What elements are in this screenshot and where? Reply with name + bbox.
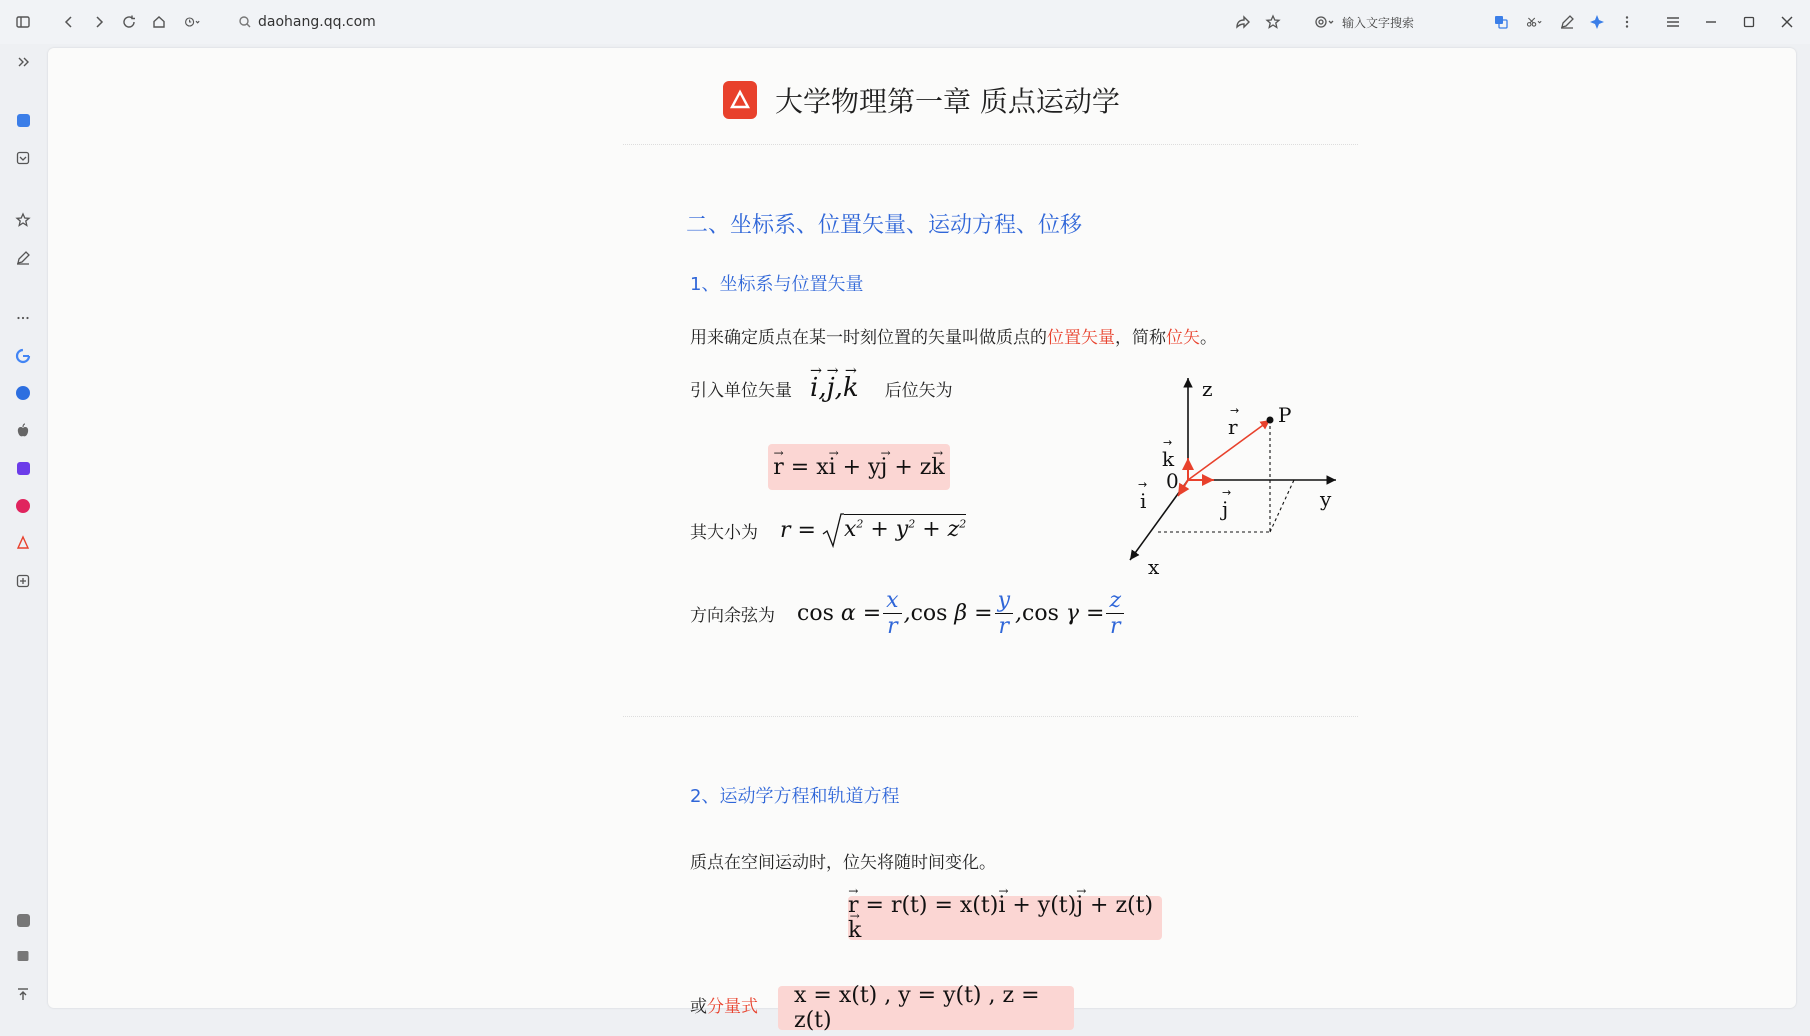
coordinate-diagram [1068, 370, 1348, 580]
url-text: daohang.qq.com [258, 14, 376, 30]
point-p [1267, 417, 1274, 424]
axis-z-label: z [1202, 377, 1213, 401]
axis-y-label: y [1320, 487, 1332, 511]
vector-arrow-icon: → [1163, 436, 1173, 449]
acrobat-logo-icon [723, 81, 757, 119]
magnitude-line [690, 512, 966, 548]
vector-arrow-icon: → [1138, 478, 1148, 491]
origin-label: 0 [1166, 469, 1179, 493]
after-label: 后位矢为 [884, 380, 953, 401]
inbox-icon[interactable] [11, 146, 35, 170]
forward-icon[interactable] [84, 7, 114, 37]
component-term: 分量式 [707, 997, 758, 1017]
vector-arrow-icon: → [1222, 486, 1232, 499]
x-axis [1130, 480, 1188, 560]
left-sidebar [0, 44, 46, 1020]
address-bar[interactable] [230, 7, 1150, 37]
component-line [690, 983, 1074, 1036]
divider [623, 144, 1358, 145]
scissors-icon[interactable] [1516, 7, 1552, 37]
calendar-icon[interactable] [11, 944, 35, 968]
history-icon[interactable] [174, 7, 210, 37]
screenshot-icon[interactable] [11, 908, 35, 932]
search-engine-box[interactable] [1308, 8, 1478, 36]
unit-vector-label: 引入单位矢量 [690, 380, 792, 401]
term-short-name: 位矢 [1166, 328, 1200, 348]
sidebar-toggle-icon[interactable] [8, 7, 38, 37]
close-icon[interactable] [1768, 0, 1806, 44]
magnitude-formula: r = $x^2 + y^2 + z^2$ [780, 512, 966, 548]
component-prefix: 或 [690, 997, 707, 1017]
red-dot-icon[interactable] [11, 494, 35, 518]
add-icon[interactable] [11, 569, 35, 593]
minimize-icon[interactable] [1692, 0, 1730, 44]
search-engine-icon[interactable] [1314, 15, 1336, 29]
subsection-title-2: 2、运动学方程和轨道方程 [690, 786, 900, 807]
component-formula: x = x(t) , y = y(t) , z = z(t) [778, 986, 1074, 1030]
motion-paragraph: 质点在空间运动时，位矢将随时间变化。 [690, 853, 996, 873]
vector-arrow-icon: → [1230, 404, 1240, 417]
r-vector-label: r [1228, 415, 1238, 439]
acrobat-icon[interactable] [11, 531, 35, 555]
subsection-title-1: 1、坐标系与位置矢量 [690, 274, 864, 295]
paragraph-text: 用来确定质点在某一时刻位置的矢量叫做质点的 [690, 328, 1047, 348]
apple-icon[interactable] [11, 419, 35, 443]
more-icon[interactable] [11, 306, 35, 330]
collapse-icon[interactable] [11, 50, 35, 74]
k-vector-label: k [1162, 447, 1175, 471]
i-unit-vector [1178, 480, 1188, 496]
translate-icon[interactable] [1486, 7, 1516, 37]
pen-icon[interactable] [11, 246, 35, 270]
direction-cosine-formula: cos α = $\frac{x}{r}$ , cos β = $\frac{y}{r}$ , cos γ = $\frac{z}{r}$ [797, 588, 1126, 640]
qq-icon[interactable] [11, 381, 35, 405]
search-placeholder: 输入文字搜索 [1342, 15, 1415, 30]
star-icon[interactable] [11, 208, 35, 232]
document-viewer[interactable] [48, 48, 1796, 1033]
section-title: 二、坐标系、位置矢量、运动方程、位移 [686, 213, 1083, 238]
pen-tool-icon[interactable] [1552, 7, 1582, 37]
i-vector-label: i [1140, 489, 1147, 513]
google-icon[interactable] [11, 344, 35, 368]
toolbar-right [1228, 0, 1810, 44]
document-title: 大学物理第一章 质点运动学 [775, 85, 1120, 118]
axis-x-label: x [1148, 555, 1160, 579]
document-header [723, 78, 1120, 122]
projection-line [1270, 480, 1294, 532]
term-position-vector: 位置矢量 [1047, 328, 1115, 348]
bookmark-star-icon[interactable] [1258, 7, 1288, 37]
ai-assistant-icon[interactable] [1582, 7, 1612, 37]
magnitude-label: 其大小为 [690, 522, 758, 543]
app-icon[interactable] [11, 456, 35, 480]
reload-icon[interactable] [114, 7, 144, 37]
direction-cosine-line [690, 588, 1126, 640]
motion-equation-formula: → r = r(t) = x(t)→ i + y(t)→ j + z(t)→ k [848, 896, 1162, 940]
unit-vector-line [690, 373, 953, 403]
direction-label: 方向余弦为 [690, 606, 775, 627]
paragraph-text: ，简称 [1115, 328, 1166, 348]
share-icon[interactable] [1228, 7, 1258, 37]
maximize-icon[interactable] [1730, 0, 1768, 44]
j-vector-label: j [1222, 497, 1229, 521]
unit-vectors-formula: → i,→ j,→ k [810, 373, 859, 403]
definition-paragraph [690, 323, 1217, 348]
menu-icon[interactable] [1654, 0, 1692, 44]
paragraph-text: 。 [1200, 328, 1217, 348]
upload-icon[interactable] [11, 982, 35, 1006]
back-icon[interactable] [54, 7, 84, 37]
position-vector-formula: → r = x→ i + y→ j + z→ k [768, 444, 950, 490]
more-vertical-icon[interactable] [1612, 7, 1642, 37]
search-icon [238, 15, 252, 29]
camera-icon[interactable] [11, 108, 35, 132]
browser-toolbar [0, 0, 1810, 44]
point-p-label: P [1278, 403, 1292, 427]
home-icon[interactable] [144, 7, 174, 37]
divider [623, 716, 1358, 717]
